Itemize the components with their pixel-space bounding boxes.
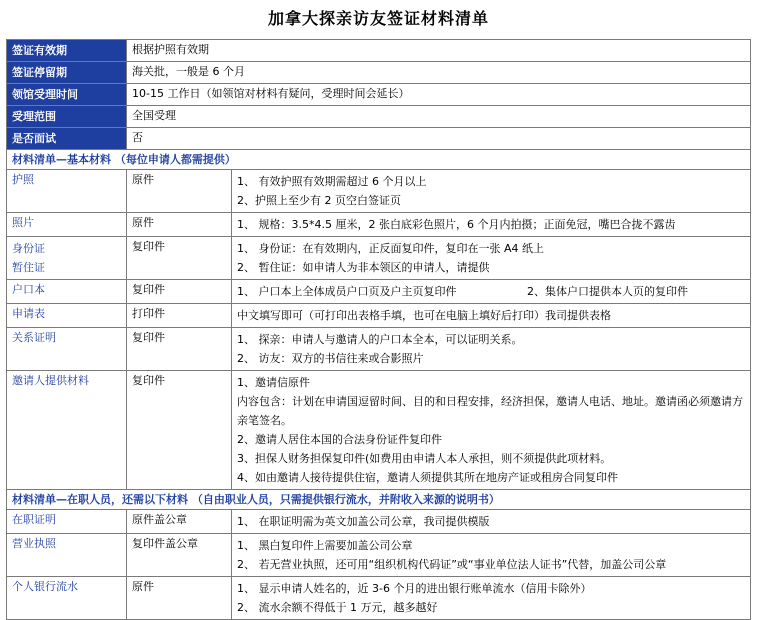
material-row-relation (7, 328, 751, 371)
info-row (7, 84, 751, 106)
material-name-line: 暂住证 (12, 261, 45, 274)
material-name: 个人银行流水 (7, 577, 127, 620)
section-basic-header: 材料清单—基本材料 （每位申请人都需提供） (7, 150, 751, 170)
info-row (7, 128, 751, 150)
material-type: 复印件 (127, 237, 232, 280)
material-name: 在职证明 (7, 510, 127, 534)
detail-line: 1、 显示申请人姓名的，近 3-6 个月的进出银行账单流水（信用卡除外） (237, 582, 592, 595)
material-row-inviter (7, 371, 751, 490)
material-row-business-license (7, 534, 751, 577)
detail-split (237, 282, 745, 301)
material-row-form (7, 304, 751, 328)
material-details (232, 534, 751, 577)
section-header-row (7, 150, 751, 170)
material-type: 复印件 (127, 328, 232, 371)
info-label: 签证停留期 (7, 62, 127, 84)
detail-line: 4、如由邀请人接待提供住宿，邀请人须提供其所在地房产证或租房合同复印件 (237, 471, 618, 484)
material-row-idcard (7, 237, 751, 280)
detail-line: 3、担保人财务担保复印件(如费用由申请人本人承担，则不须提供此项材料。 (237, 452, 612, 465)
material-details (232, 510, 751, 534)
material-details (232, 577, 751, 620)
section-header-row (7, 490, 751, 510)
material-type: 复印件 (127, 371, 232, 490)
material-row-hukou (7, 280, 751, 304)
detail-line: 内容包含：计划在申请国逗留时间、目的和日程安排，经济担保，邀请人电话、地址。邀请函必须邀请方亲笔签名。 (237, 395, 743, 427)
material-details (232, 170, 751, 213)
detail-line: 1、 有效护照有效期需超过 6 个月以上 (237, 175, 427, 188)
material-details (232, 237, 751, 280)
detail-line: 1、 身份证：在有效期内，正反面复印件，复印在一张 A4 纸上 (237, 242, 545, 255)
visa-materials-table (6, 39, 751, 620)
material-name: 邀请人提供材料 (7, 371, 127, 490)
material-name: 申请表 (7, 304, 127, 328)
info-row (7, 40, 751, 62)
detail-line: 2、邀请人居住本国的合法身份证件复印件 (237, 433, 442, 446)
material-type: 原件 (127, 577, 232, 620)
info-row (7, 62, 751, 84)
info-value: 根据护照有效期 (127, 40, 751, 62)
material-name (7, 237, 127, 280)
info-row (7, 106, 751, 128)
material-details (232, 371, 751, 490)
material-details (232, 328, 751, 371)
material-details (232, 304, 751, 328)
material-type: 原件盖公章 (127, 510, 232, 534)
material-name: 护照 (7, 170, 127, 213)
material-row-employment-cert (7, 510, 751, 534)
info-label: 领馆受理时间 (7, 84, 127, 106)
material-type: 原件 (127, 213, 232, 237)
info-label: 受理范围 (7, 106, 127, 128)
material-type: 原件 (127, 170, 232, 213)
detail-line: 2、 若无营业执照，还可用“组织机构代码证”或“事业单位法人证书”代替，加盖公司公章 (237, 558, 667, 571)
detail-line: 2、 流水余额不得低于 1 万元，越多越好 (237, 601, 438, 614)
detail-line: 1、邀请信原件 (237, 376, 310, 389)
material-row-passport (7, 170, 751, 213)
info-label: 签证有效期 (7, 40, 127, 62)
section-employed-header: 材料清单—在职人员，还需以下材料 （自由职业人员，只需提供银行流水，并附收入来源的说明书） (7, 490, 751, 510)
detail-line: 1、 黑白复印件上需要加盖公司公章 (237, 539, 413, 552)
detail-line: 1、 在职证明需为英文加盖公司公章，我司提供模版 (237, 515, 490, 528)
page-title: 加拿大探亲访友签证材料清单 (267, 9, 489, 28)
detail-line: 1、 户口本上全体成员户口页及户主页复印件 (237, 285, 457, 298)
material-name: 照片 (7, 213, 127, 237)
material-details (232, 280, 751, 304)
detail-line: 1、 探亲：申请人与邀请人的户口本全本，可以证明关系。 (237, 333, 523, 346)
material-name-line: 身份证 (12, 242, 45, 255)
info-label: 是否面试 (7, 128, 127, 150)
detail-line: 2、 暂住证：如申请人为非本领区的申请人，请提供 (237, 261, 490, 274)
material-row-photo (7, 213, 751, 237)
material-type: 打印件 (127, 304, 232, 328)
material-name: 营业执照 (7, 534, 127, 577)
material-details (232, 213, 751, 237)
info-value: 全国受理 (127, 106, 751, 128)
material-type: 复印件盖公章 (127, 534, 232, 577)
info-value: 10-15 工作日（如领馆对材料有疑问，受理时间会延长） (127, 84, 751, 106)
detail-line: 2、集体户口提供本人页的复印件 (527, 285, 688, 298)
material-row-bank-statement (7, 577, 751, 620)
detail-line: 1、 规格：3.5*4.5 厘米，2 张白底彩色照片，6 个月内拍摄；正面免冠，嘴巴合拢不露齿 (237, 218, 676, 231)
detail-line: 2、护照上至少有 2 页空白签证页 (237, 194, 401, 207)
info-value: 海关批，一般是 6 个月 (127, 62, 751, 84)
material-name: 户口本 (7, 280, 127, 304)
material-type: 复印件 (127, 280, 232, 304)
material-name: 关系证明 (7, 328, 127, 371)
info-value: 否 (127, 128, 751, 150)
detail-line: 中文填写即可（可打印出表格手填，也可在电脑上填好后打印）我司提供表格 (237, 309, 611, 322)
detail-line: 2、 访友：双方的书信往来或合影照片 (237, 352, 424, 365)
